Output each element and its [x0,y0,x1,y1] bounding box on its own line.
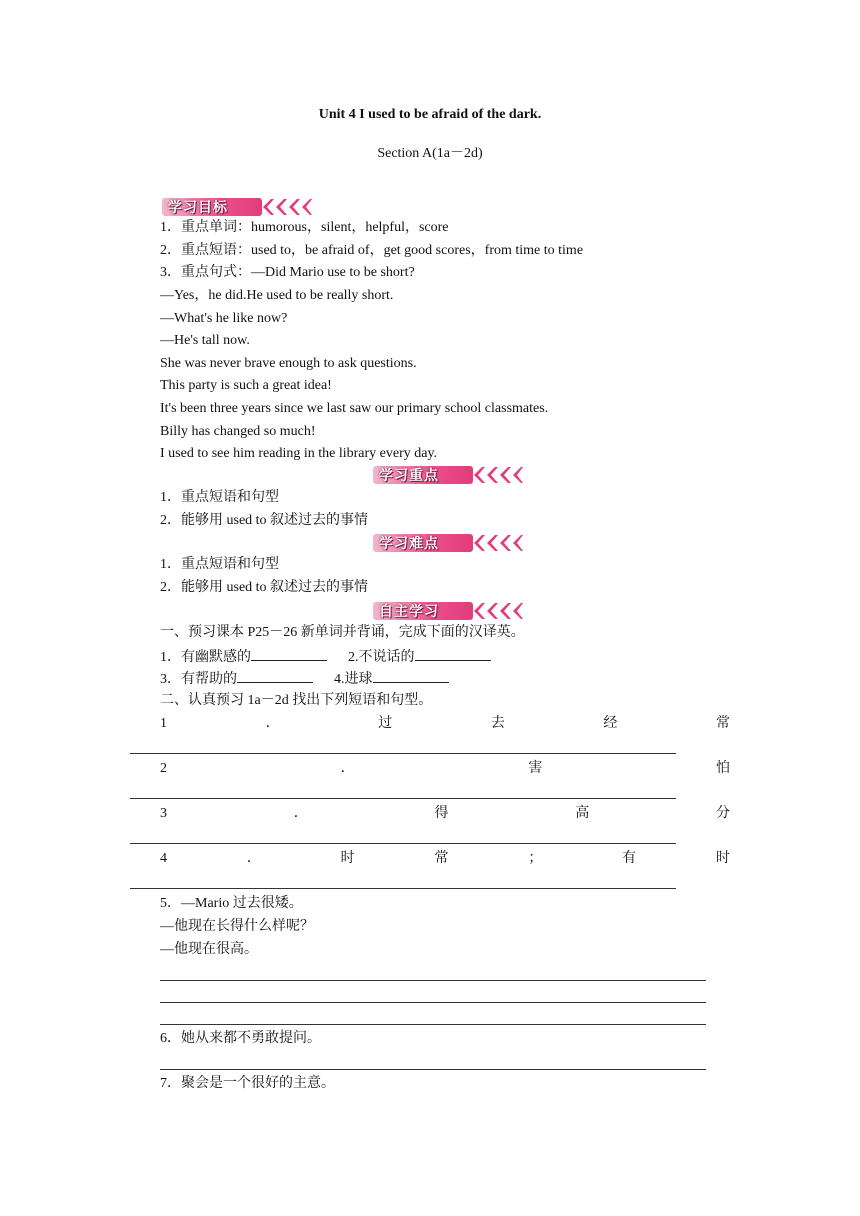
banner-self-study-label: 自主学习 [379,604,439,620]
vocab-row [160,668,449,690]
difficulty-line: 2．能够用 used to 叙述过去的事情 [160,580,369,595]
vocab-prompt: 4.进球 [334,672,373,687]
section1-heading: 一、预习课本 P25－26 新单词并背诵，完成下面的汉译英。 [160,625,525,640]
item-char: 常 [434,851,449,866]
item-char: 过 [378,716,393,731]
banner-key-points [373,464,523,486]
vocab-prompt: 1．有幽默感的 [160,650,251,665]
question-5-line: —他现在长得什么样呢？ [160,919,314,934]
phrase-item-4 [160,849,730,869]
question-7-line: 7．聚会是一个很好的主意。 [160,1076,335,1091]
goal-line: —What's he like now? [160,311,288,326]
key-point-line: 1．重点短语和句型 [160,490,279,505]
answer-blank[interactable] [237,668,313,683]
answer-line[interactable] [160,1024,706,1025]
goal-line: 2．重点短语：used to，be afraid of，get good scores，from time to time [160,243,584,258]
item-char: 4 [160,851,167,866]
item-char: 1 [160,716,167,731]
question-5-line: 5．—Mario 过去很矮。 [160,896,303,911]
goal-line: It's been three years since we last saw our primary school classmates. [160,401,549,416]
answer-blank[interactable] [251,646,327,661]
chevrons-icon [471,600,523,622]
answer-line[interactable] [160,1069,706,1070]
section-subtitle: Section A(1a－2d) [377,146,483,161]
phrase-item-3 [160,804,730,824]
vocab-row [160,646,491,668]
vocab-prompt: 2.不说话的 [348,650,415,665]
item-char: ． [246,851,261,866]
item-char: ． [340,761,355,776]
item-char: 时 [340,851,355,866]
item-char: ． [293,806,308,821]
answer-line[interactable] [130,888,676,889]
question-6-line: 6．她从来都不勇敢提问。 [160,1031,321,1046]
key-point-line: 2．能够用 used to 叙述过去的事情 [160,513,369,528]
chevrons-icon [471,532,523,554]
banner-self-study [373,600,523,622]
goal-line: —He's tall now. [160,333,250,348]
banner-difficulties-label: 学习难点 [379,536,439,552]
item-char: 有 [622,851,637,866]
answer-line[interactable] [160,1002,706,1003]
section2-heading: 二、认真预习 1a－2d 找出下列短语和句型。 [160,693,433,708]
vocab-prompt: 3．有帮助的 [160,672,237,687]
goal-line: This party is such a great idea! [160,378,332,393]
chevrons-icon [471,464,523,486]
goal-line: —Yes，he did.He used to be really short. [160,288,394,303]
phrase-item-2 [160,759,730,779]
page-title: Unit 4 I used to be afraid of the dark. [318,107,542,122]
item-char: 经 [603,716,618,731]
chevrons-icon [260,196,312,218]
answer-line[interactable] [130,798,676,799]
goal-line: She was never brave enough to ask questions. [160,356,417,371]
goal-line: I used to see him reading in the library every day. [160,446,438,461]
phrase-item-1 [160,714,730,734]
answer-line[interactable] [130,843,676,844]
item-char: 常 [715,716,730,731]
banner-difficulties [373,532,523,554]
answer-line[interactable] [160,980,706,981]
answer-blank[interactable] [373,668,449,683]
answer-line[interactable] [130,753,676,754]
banner-goals [162,196,312,218]
difficulty-line: 1．重点短语和句型 [160,557,279,572]
goal-line: 3．重点句式：—Did Mario use to be short? [160,265,415,280]
question-5-line: —他现在很高。 [160,942,258,957]
item-char: 分 [716,806,730,821]
item-char: 得 [434,806,449,821]
item-char: 怕 [715,761,730,776]
item-char: 3 [160,806,167,821]
item-char: 去 [490,716,505,731]
goal-line: 1．重点单词：humorous，silent，helpful，score [160,220,449,235]
item-char: 2 [160,761,167,776]
item-char: ． [265,716,280,731]
answer-blank[interactable] [415,646,491,661]
item-char: 害 [528,761,543,776]
item-char: 高 [575,806,590,821]
goal-line: Billy has changed so much! [160,424,316,439]
item-char: ； [528,851,543,866]
banner-key-points-label: 学习重点 [379,468,439,484]
banner-goals-label: 学习目标 [168,200,228,216]
item-char: 时 [715,851,730,866]
